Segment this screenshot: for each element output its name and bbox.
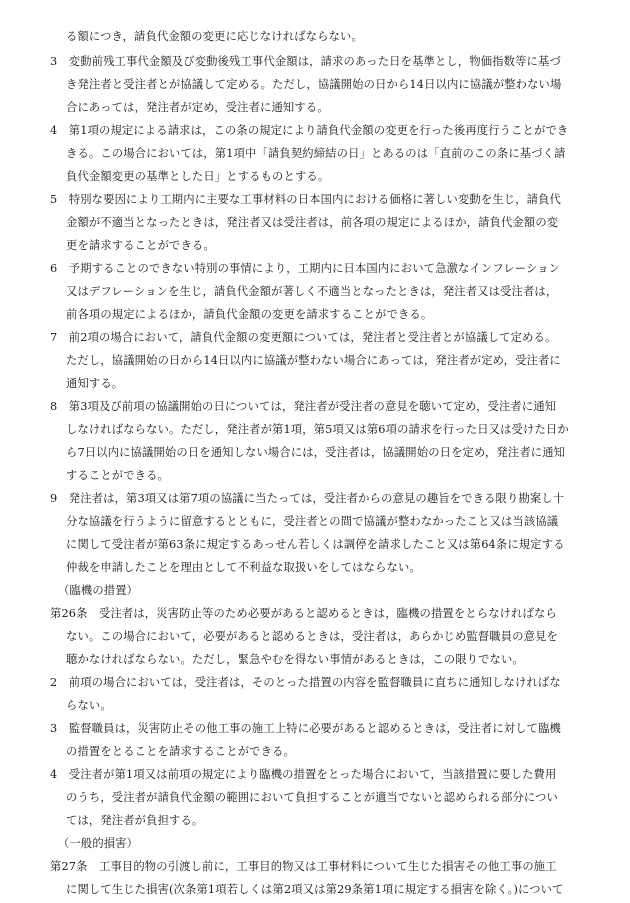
text-line: る額につき，請負代金額の変更に応じなければならない。 [66, 30, 363, 43]
text-line: ない。この場合において，必要があると認めるときは，受注者は，あらかじめ監督職員の意見を [66, 630, 558, 643]
text-line: 6 予期することのできない特別の事情により，工期内に日本国内において急激なインフレーション [50, 262, 561, 275]
text-line: 負代金額変更の基準とした日」とするものとする。 [66, 170, 330, 183]
text-line: 聴かなければならない。ただし，緊急やむを得ない事情があるときは，この限りでない。 [66, 653, 524, 666]
text-line: ら7日以内に協議開始の日を通知しない場合には，受注者は，協議開始の日を定め，発注者に通知 [66, 446, 566, 459]
text-line: に関して受注者が第63条に規定するあっせん若しくは調停を請求したこと又は第64条に規定する [66, 538, 565, 551]
text-line: らない。 [66, 699, 112, 712]
text-line: に関して生じた損害(次条第1項若しくは第2項又は第29条第1項に規定する損害を除く。)について [66, 883, 564, 896]
text-line: 3 変動前残工事代金額及び変動後残工事代金額は，請求のあった日を基準とし，物価指数等に基づ [50, 55, 561, 68]
text-line: 合にあっては，発注者が定め，受注者に通知する。 [66, 101, 329, 114]
text-line: 第27条 工事目的物の引渡し前に，工事目的物又は工事材料について生じた損害その他工事の施工 [50, 860, 557, 873]
text-line: きる。この場合においては，第1項中「請負契約締結の日」とあるのは「直前のこの条に基づく請 [66, 147, 566, 160]
text-line: 4 第1項の規定による請求は，この条の規定により請負代金額の変更を行った後再度行うことができ [50, 124, 569, 137]
text-line: 通知する。 [66, 377, 124, 390]
text-line: ただし，協議開始の日から14日以内に協議が整わない場合にあっては，発注者が定め，受注者に [66, 354, 561, 367]
text-line: 第26条 受注者は，災害防止等のため必要があると認めるときは，臨機の措置をとらなければなら [50, 607, 557, 620]
text-line: のうち，受注者が請負代金額の範囲において負担することが適当でないと認められる部分につい [66, 791, 558, 804]
text-line: 4 受注者が第1項又は前項の規定により臨機の措置をとった場合において，当該措置に要した費用 [50, 768, 557, 781]
section-heading: （一般的損害） [58, 837, 139, 850]
text-line: することができる。 [66, 469, 170, 482]
text-line: 7 前2項の場合において，請負代金額の変更額については，発注者と受注者とが協議して定める。 [50, 331, 557, 344]
text-line: 3 監督職員は，災害防止その他工事の施工上特に必要があると認めるときは，受注者に対して臨機 [50, 722, 562, 735]
text-line: 前各項の規定によるほか，請負代金額の変更を請求することができる。 [66, 308, 433, 321]
text-line: 9 発注者は，第3項又は第7項の協議に当たっては，受注者からの意見の趣旨をできる限り勘案し十 [50, 492, 565, 505]
text-line: 仲裁を申請したことを理由として不利益な取扱いをしてはならない。 [66, 561, 421, 574]
text-line: ては，発注者が負担する。 [66, 814, 204, 827]
text-line: 分な協議を行うように留意するとともに，受注者との間で協議が整わなかったこと又は当該協議 [66, 515, 559, 528]
text-line: 8 第3項及び前項の協議開始の日については，発注者が受注者の意見を聴いて定め，受注者に通知 [50, 400, 557, 413]
text-line: 金額が不適当となったときは，発注者又は受注者は，前各項の規定によるほか，請負代金額の変 [66, 216, 559, 229]
text-line: 又はデフレーションを生じ，請負代金額が著しく不適当となったときは，発注者又は受注者は， [66, 285, 558, 298]
text-line: 5 特別な要因により工期内に主要な工事材料の日本国内における価格に著しい変動を生じ，請負代 [50, 193, 562, 206]
text-line: の措置をとることを請求することができる。 [66, 745, 295, 758]
section-heading: （臨機の措置） [58, 584, 139, 597]
text-line: 更を請求することができる。 [66, 239, 215, 252]
text-line: 2 前項の場合においては，受注者は，そのとった措置の内容を監督職員に直ちに通知しなければな [50, 676, 561, 689]
text-line: き発注者と受注者とが協議して定める。ただし，協議開始の日から14日以内に協議が整わない場 [66, 78, 562, 91]
text-line: しなければならない。ただし，発注者が第1項，第5項又は第6項の請求を行った日又は受けた日か [66, 423, 569, 436]
